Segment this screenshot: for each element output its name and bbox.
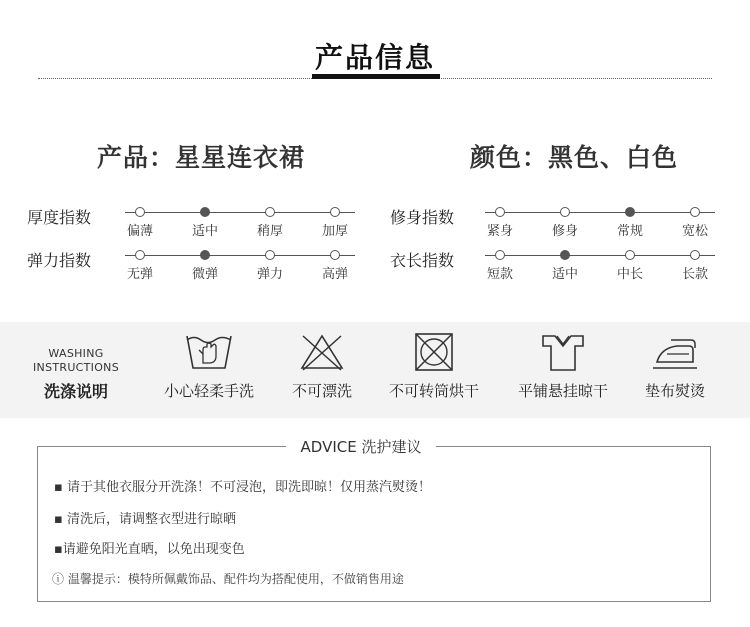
dot-icon <box>495 207 505 217</box>
scale-option <box>110 205 170 239</box>
scale-option-label: 修身 <box>551 224 578 239</box>
thickness-index-label: 厚度指数 <box>27 208 92 227</box>
selected-dot-icon <box>625 207 635 217</box>
scale-option-label: 宽松 <box>681 224 708 239</box>
wash-label-hand-wash: 小心轻柔手洗 <box>163 382 254 400</box>
no-tumble-dry-icon <box>406 330 462 374</box>
dot-icon <box>560 207 570 217</box>
wash-label-dry-flat: 平铺悬挂晾干 <box>517 382 608 400</box>
scale-option <box>305 205 365 239</box>
scale-option <box>240 205 300 239</box>
washing-instructions-band <box>0 322 750 418</box>
scale-option <box>665 205 725 239</box>
product-color-line <box>470 138 678 174</box>
scale-option-label: 弹力 <box>256 267 283 282</box>
product-label: 产品： <box>97 143 176 172</box>
dot-icon <box>135 207 145 217</box>
dot-icon <box>330 207 340 217</box>
scale-option-label: 紧身 <box>486 224 513 239</box>
product-value: 星星连衣裙 <box>175 143 306 172</box>
scale-option-label: 无弹 <box>126 267 153 282</box>
selected-dot-icon <box>560 250 570 260</box>
advice-title: ADVICE 洗护建议 <box>286 437 436 457</box>
iron-with-cloth-icon <box>647 330 703 374</box>
color-value: 黑色、白色 <box>548 143 679 172</box>
advice-line-3: ▪请避免阳光直晒，以免出现变色 <box>54 542 245 557</box>
scale-option-label: 常规 <box>616 224 643 239</box>
dot-icon <box>330 250 340 260</box>
dot-icon <box>690 207 700 217</box>
scale-option <box>175 248 235 282</box>
length-index-scale <box>485 248 715 288</box>
scale-option <box>665 248 725 282</box>
dot-icon <box>265 207 275 217</box>
scale-option-label: 适中 <box>551 267 578 282</box>
scale-option-label: 中长 <box>616 267 643 282</box>
product-name-line <box>97 138 305 174</box>
wash-label-no-bleach: 不可漂洗 <box>291 382 352 400</box>
scale-option <box>535 205 595 239</box>
scale-option <box>110 248 170 282</box>
page-title: 产品信息 <box>314 41 435 74</box>
scale-option-label: 稍厚 <box>256 224 283 239</box>
scale-option <box>305 248 365 282</box>
advice-line-1: ▪ 请于其他衣服分开洗涤！不可浸泡，即洗即晾！仅用蒸汽熨烫！ <box>54 480 431 495</box>
wash-item-iron <box>615 330 735 401</box>
scale-option <box>535 248 595 282</box>
scale-option-label: 长款 <box>681 267 708 282</box>
length-index-label: 衣长指数 <box>390 251 455 270</box>
no-bleach-icon <box>294 330 350 374</box>
elasticity-index-scale <box>125 248 355 288</box>
selected-dot-icon <box>200 207 210 217</box>
advice-line-2: ▪ 清洗后，请调整衣型进行晾晒 <box>54 512 236 527</box>
selected-dot-icon <box>200 250 210 260</box>
advice-note: ⓘ 温馨提示：模特所佩戴饰品、配件均为搭配使用，不做销售用途 <box>52 572 404 586</box>
dot-icon <box>625 250 635 260</box>
dot-icon <box>135 250 145 260</box>
wash-item-hand-wash <box>149 330 269 401</box>
wash-item-no-tumble-dry <box>374 330 494 401</box>
dot-icon <box>265 250 275 260</box>
color-label: 颜色： <box>470 143 549 172</box>
scale-option-label: 适中 <box>191 224 218 239</box>
scale-option-label: 加厚 <box>321 224 348 239</box>
dot-icon <box>690 250 700 260</box>
scale-option-label: 高弹 <box>321 267 348 282</box>
scale-option-label: 偏薄 <box>126 224 153 239</box>
elasticity-index-label: 弹力指数 <box>27 251 92 270</box>
wash-label-no-tumble-dry: 不可转筒烘干 <box>388 382 479 400</box>
thickness-index-scale <box>125 205 355 245</box>
fit-index-label: 修身指数 <box>390 208 455 227</box>
scale-option <box>240 248 300 282</box>
hand-wash-icon <box>181 330 237 374</box>
title-underline <box>312 74 440 79</box>
washing-title-cn: 洗涤说明 <box>43 382 108 401</box>
scale-option <box>470 205 530 239</box>
washing-title-en <box>20 347 132 375</box>
wash-label-iron: 垫布熨烫 <box>644 382 705 400</box>
scale-option <box>600 205 660 239</box>
washing-title-en-line1: WASHING <box>48 347 104 360</box>
scale-option <box>470 248 530 282</box>
scale-option-label: 短款 <box>486 267 513 282</box>
wash-item-dry-flat <box>503 330 623 401</box>
scale-option-label: 微弹 <box>191 267 218 282</box>
scale-option <box>175 205 235 239</box>
dry-flat-icon <box>535 330 591 374</box>
dot-icon <box>495 250 505 260</box>
fit-index-scale <box>485 205 715 245</box>
scale-option <box>600 248 660 282</box>
wash-item-no-bleach <box>262 330 382 401</box>
washing-title-en-line2: INSTRUCTIONS <box>33 361 119 374</box>
